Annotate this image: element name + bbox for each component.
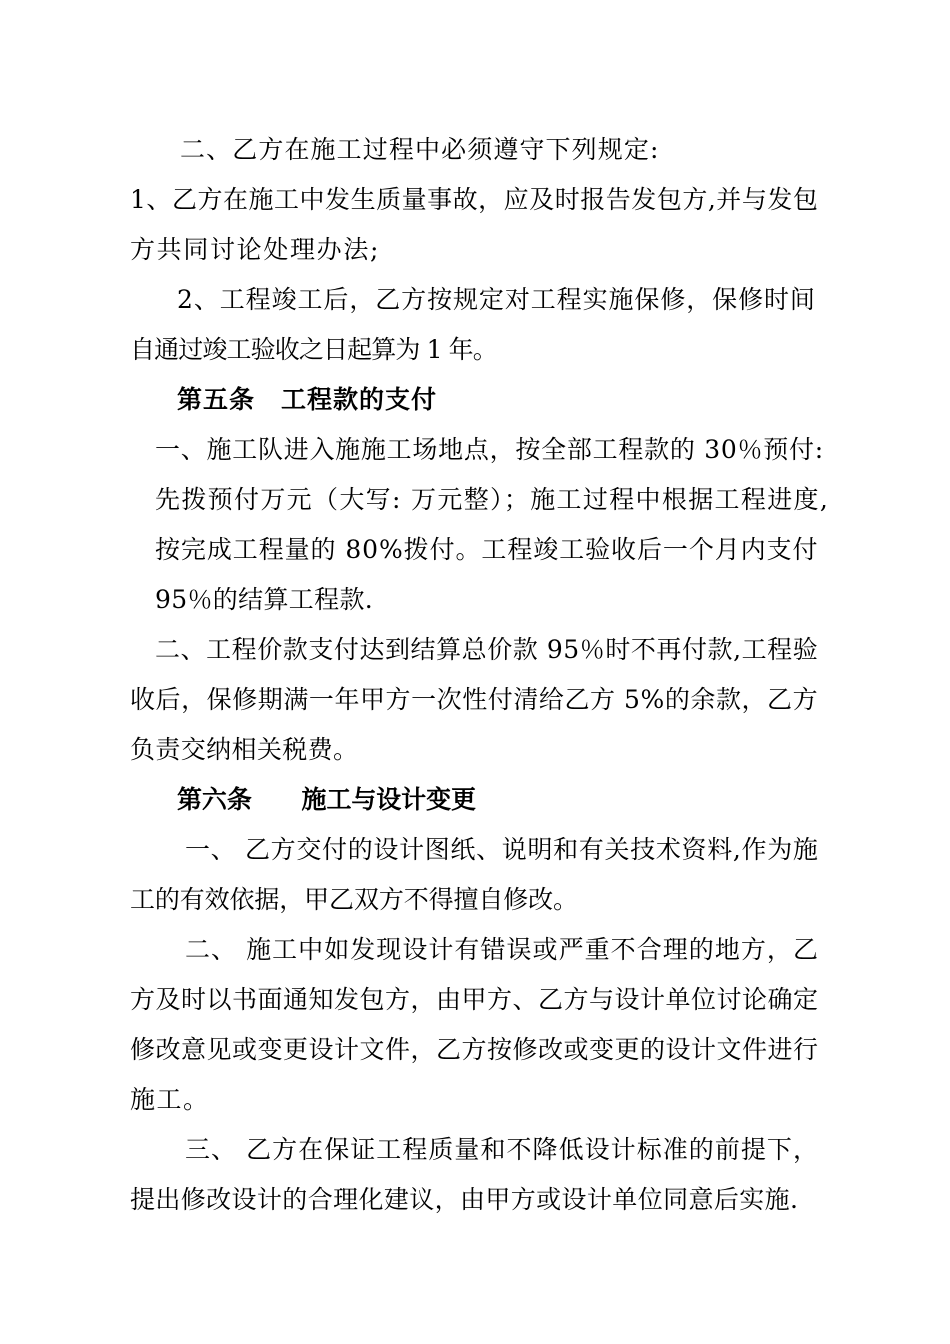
article-5-item-2-line-2: 收后，保修期满一年甲方一次性付清给乙方 5%的余款，乙方	[130, 685, 819, 714]
article-5-item-1-line-4: 95％的结算工程款.	[155, 585, 374, 614]
article-6-heading: 第六条 施工与设计变更	[177, 785, 476, 814]
article-6-item-3-line-2: 提出修改设计的合理化建议，由甲方或设计单位同意后实施.	[130, 1185, 799, 1214]
article-6-item-2-line-4: 施工。	[130, 1085, 210, 1114]
clause-2-item-1-line-1: 1、乙方在施工中发生质量事故，应及时报告发包方,并与发包	[130, 185, 819, 214]
article-5-item-2-line-3: 负责交纳相关税费。	[130, 735, 359, 764]
clause-2-item-2-line-1: 2、工程竣工后，乙方按规定对工程实施保修，保修时间	[177, 285, 816, 314]
article-5-item-1-line-3: 按完成工程量的 80%拨付。工程竣工验收后一个月内支付	[155, 535, 819, 564]
article-5-item-1-line-1: 一、施工队进入施施工场地点，按全部工程款的 30％预付:	[155, 435, 824, 464]
article-6-item-2-line-3: 修改意见或变更设计文件，乙方按修改或变更的设计文件进行	[130, 1035, 819, 1064]
clause-2-intro: 二、乙方在施工过程中必须遵守下列规定:	[180, 135, 660, 164]
article-6-item-2-line-2: 方及时以书面通知发包方，由甲方、乙方与设计单位讨论确定	[130, 985, 819, 1014]
article-5-item-1-line-2: 先拨预付万元（大写: 万元整）；施工过程中根据工程进度,	[155, 485, 830, 514]
article-5-item-2-line-1: 二、工程价款支付达到结算总价款 95％时不再付款,工程验	[155, 635, 819, 664]
clause-2-item-1-line-2: 方共同讨论处理办法;	[130, 235, 381, 264]
article-6-item-3-line-1: 三、 乙方在保证工程质量和不降低设计标准的前提下，	[185, 1135, 819, 1164]
article-6-item-1-line-1: 一、 乙方交付的设计图纸、说明和有关技术资料,作为施	[185, 835, 819, 864]
clause-2-item-2-line-2: 自通过竣工验收之日起算为 1 年。	[130, 335, 497, 364]
article-6-item-2-line-1: 二、 施工中如发现设计有错误或严重不合理的地方，乙	[185, 935, 819, 964]
article-6-item-1-line-2: 工的有效依据，甲乙双方不得擅自修改。	[130, 885, 578, 914]
article-5-heading: 第五条 工程款的支付	[177, 385, 438, 414]
